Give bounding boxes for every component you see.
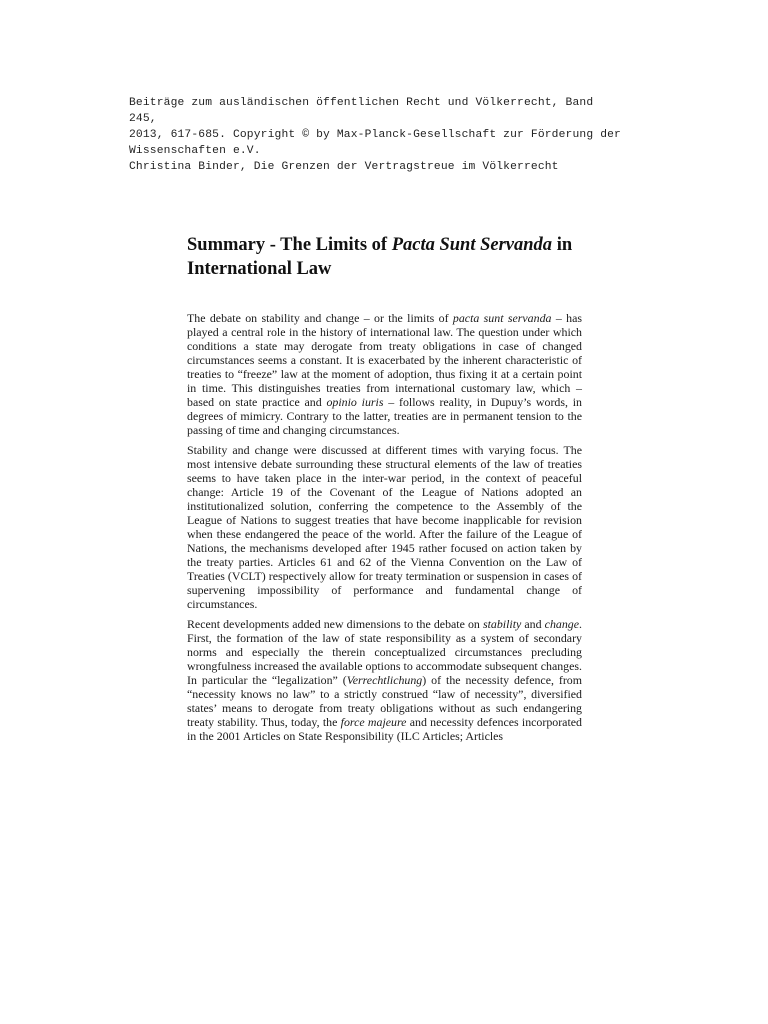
text-run: – has played a central role in the history of international law. The question under which conditions a state may derogate from treaty obligations in case of changed circumstances seems a constant. It is exacerbated by the inherent characteristic of treaties to “freeze” law at the moment of adoption, thus fixing it at a certain point in time. This distinguishes treaties from international customary law, which – based on state practice and <box>187 311 582 409</box>
italic-run: pacta sunt servanda <box>452 311 552 325</box>
citation-line: Wissenschaften e.V. <box>129 145 261 157</box>
text-run: The debate on stability and change – or the limits of <box>187 311 453 325</box>
paragraph-3 <box>187 617 582 743</box>
text-run: – follows reality, in Dupuy’s words, in degrees of mimicry. Contrary to the latter, treaties are in permanent tension to the passing of time and changing circumstances. <box>187 395 582 437</box>
page-title <box>187 233 607 281</box>
title-prefix: Summary - The Limits of <box>187 235 392 255</box>
italic-run: stability <box>482 617 522 631</box>
citation-header <box>129 95 729 175</box>
text-run: and <box>521 617 545 631</box>
citation-line: 2013, 617-685. Copyright © by Max-Planck-Gesellschaft zur Förderung der <box>129 129 621 141</box>
italic-run: opinio iuris <box>326 395 384 409</box>
title-suffix: in International Law <box>187 235 573 279</box>
italic-run: change <box>544 617 580 631</box>
title-italic: Pacta Sunt Servanda <box>391 235 553 255</box>
italic-run: force majeure <box>340 715 407 729</box>
paragraph-2 <box>187 443 582 611</box>
paragraph-1 <box>187 311 582 437</box>
text-run: and necessity defences incorporated in the 2001 Articles on State Responsibility (ILC Articles; Articles <box>187 715 582 743</box>
text-run: . First, the formation of the law of state responsibility as a system of secondary norms and especially the therein conceptualized circumstances precluding wrongfulness increased the available options to accommodate subsequent changes. In particular the “legalization” ( <box>187 617 582 687</box>
text-run: Recent developments added new dimensions to the debate on <box>187 617 483 631</box>
text-run: ) of the necessity defence, from “necessity knows no law” to a strictly construed “law of necessity”, diversified states’ means to derogate from treaty obligations without as such endangering treaty stability. Thus, today, the <box>187 673 583 729</box>
summary-body <box>187 311 582 749</box>
italic-run: Verrechtlichung <box>346 673 423 687</box>
text-run: Stability and change were discussed at different times with varying focus. The most intensive debate surrounding these structural elements of the law of treaties seems to have taken place in the inter-war period, in the context of peaceful change: Article 19 of the Covenant of the League of Nations adopted an institutionalized solution, conferring the competence to the Assembly of the League of Nations to suggest treaties that have become inapplicable for revision when these endangered the peace of the world. After the failure of the League of Nations, the mechanisms developed after 1945 rather focused on action taken by the treaty parties. Articles 61 and 62 of the Vienna Convention on the Law of Treaties (VCLT) respectively allow for treaty termination or suspension in cases of supervening impossibility of performance and fundamental change of circumstances. <box>187 443 582 611</box>
citation-line: 245, <box>129 113 157 125</box>
citation-line: Christina Binder, Die Grenzen der Vertragstreue im Völkerrecht <box>129 161 559 173</box>
citation-line: Beiträge zum ausländischen öffentlichen Recht und Völkerrecht, Band <box>129 97 594 109</box>
